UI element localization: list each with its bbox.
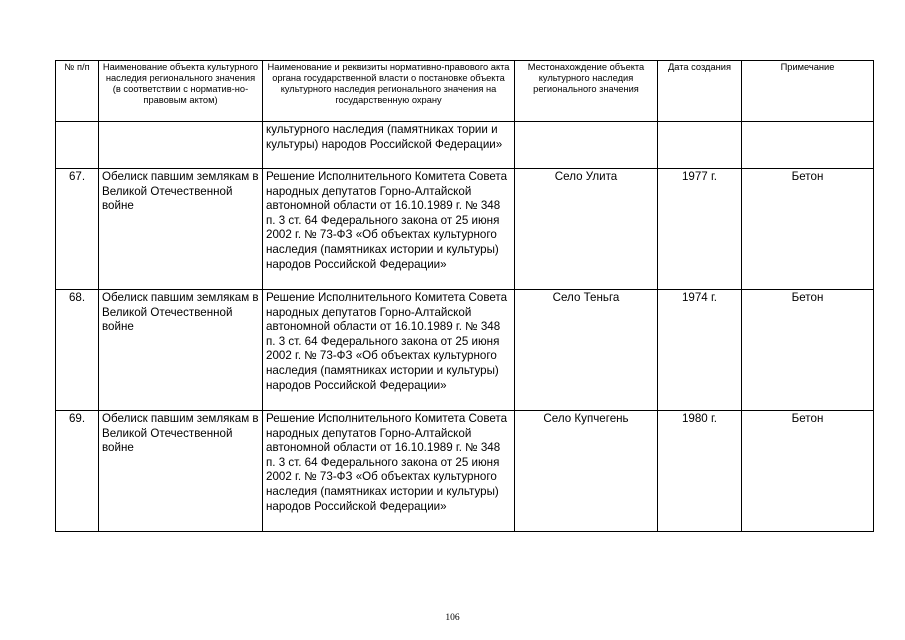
- row-note: Бетон: [742, 290, 874, 411]
- row-location: Село Улита: [515, 169, 658, 290]
- act-decision: Решение Исполнительного Комитета Совета народных депутатов Горно-Алтайской автономной области от 16.10.1989 г. № 348: [266, 412, 508, 455]
- row-num: 68.: [56, 290, 99, 411]
- row-act: [263, 169, 515, 290]
- cont-location: [515, 122, 658, 169]
- header-date: Дата создания: [658, 61, 742, 122]
- cont-act: культурного наследия (памятниках тории и культуры) народов Российской Федерации»: [263, 122, 515, 169]
- continuation-row: [56, 122, 874, 169]
- table-row: [56, 169, 874, 290]
- header-num: № п/п: [56, 61, 99, 122]
- row-date: 1974 г.: [658, 290, 742, 411]
- row-location: Село Купчегень: [515, 411, 658, 532]
- cont-name: [99, 122, 263, 169]
- cont-num: [56, 122, 99, 169]
- page-number: 106: [445, 613, 460, 623]
- row-name: Обелиск павшим землякам в Великой Отечественной войне: [99, 290, 263, 411]
- act-law: п. 3 ст. 64 Федерального закона от 25 июня 2002 г. № 73-ФЗ «Об объектах культурного наследия (памятниках истории и культуры) народов Российской Федерации»: [266, 455, 500, 513]
- row-note: Бетон: [742, 411, 874, 532]
- act-decision: Решение Исполнительного Комитета Совета народных депутатов Горно-Алтайской автономной области от 16.10.1989 г. № 348: [266, 291, 508, 334]
- row-note: Бетон: [742, 169, 874, 290]
- act-law: п. 3 ст. 64 Федерального закона от 25 июня 2002 г. № 73-ФЗ «Об объектах культурного наследия (памятниках истории и культуры) народов Российской Федерации»: [266, 334, 500, 392]
- cont-date: [658, 122, 742, 169]
- header-name: Наименование объекта культурного наследия регионального значения (в соответствии с норматив-но-правовым актом): [99, 61, 263, 122]
- row-num: 69.: [56, 411, 99, 532]
- table-row: [56, 290, 874, 411]
- row-name: Обелиск павшим землякам в Великой Отечественной войне: [99, 169, 263, 290]
- row-act: [263, 411, 515, 532]
- act-law: п. 3 ст. 64 Федерального закона от 25 июня 2002 г. № 73-ФЗ «Об объектах культурного наследия (памятниках истории и культуры) народов Российской Федерации»: [266, 213, 500, 271]
- row-date: 1980 г.: [658, 411, 742, 532]
- header-location: Местонахождение объекта культурного наследия регионального значения: [515, 61, 658, 122]
- header-act: Наименование и реквизиты нормативно-правового акта органа государственной власти о постановке объекта культурного наследия регионального значения на государственную охрану: [263, 61, 515, 122]
- table-header: [56, 61, 874, 122]
- header-row: [56, 61, 874, 122]
- header-note: Примечание: [742, 61, 874, 122]
- row-act: [263, 290, 515, 411]
- row-date: 1977 г.: [658, 169, 742, 290]
- heritage-registry-table: [55, 60, 874, 532]
- table-body: [56, 122, 874, 532]
- act-decision: Решение Исполнительного Комитета Совета народных депутатов Горно-Алтайской автономной области от 16.10.1989 г. № 348: [266, 170, 508, 213]
- row-name: Обелиск павшим землякам в Великой Отечественной войне: [99, 411, 263, 532]
- cont-note: [742, 122, 874, 169]
- table-row: [56, 411, 874, 532]
- row-location: Село Теньга: [515, 290, 658, 411]
- row-num: 67.: [56, 169, 99, 290]
